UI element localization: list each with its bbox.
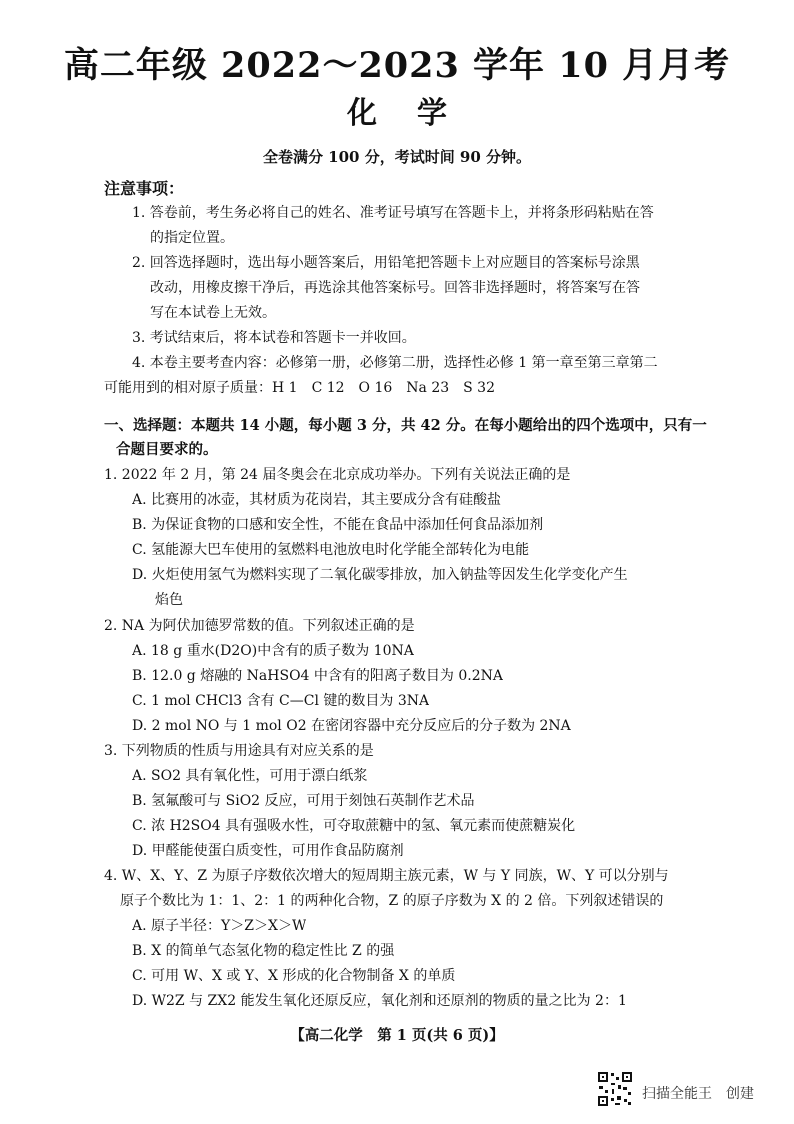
- question-1-option-a: A. 比赛用的冰壶，其材质为花岗岩，其主要成分含有硅酸盐: [132, 492, 502, 508]
- subject-title: 化学: [347, 96, 487, 131]
- question-4-stem-cont: 原子个数比为 1：1、2：1 的两种化合物，Z 的原子序数为 X 的 2 倍。下列叙述错误的: [120, 893, 664, 909]
- notice-line: 的指定位置。: [150, 230, 234, 246]
- question-2-option-d: D. 2 mol NO 与 1 mol O2 在密闭容器中充分反应后的分子数为 2NA: [132, 718, 571, 734]
- question-1-option-c: C. 氢能源大巴车使用的氢燃料电池放电时化学能全部转化为电能: [132, 542, 530, 558]
- atomic-mass-line: 可能用到的相对原子质量：H 1 C 12 O 16 Na 23 S 32: [104, 380, 496, 396]
- question-1-option-d-cont: 焰色: [155, 592, 183, 608]
- question-3-stem: 3. 下列物质的性质与用途具有对应关系的是: [104, 743, 374, 759]
- question-1-stem: 1. 2022 年 2 月，第 24 届冬奥会在北京成功举办。下列有关说法正确的是: [104, 467, 571, 483]
- question-4-option-d: D. W2Z 与 ZX2 能发生氧化还原反应，氧化剂和还原剂的物质的量之比为 2：1: [132, 993, 627, 1009]
- question-4-option-a: A. 原子半径：Y＞Z＞X＞W: [132, 918, 307, 934]
- question-1-option-b: B. 为保证食物的口感和安全性，不能在食品中添加任何食品添加剂: [132, 517, 544, 533]
- question-4-option-b: B. X 的简单气态氢化物的稳定性比 Z 的强: [132, 943, 395, 959]
- notice-line: 改动，用橡皮擦干净后，再选涂其他答案标号。回答非选择题时，将答案写在答: [150, 280, 640, 296]
- question-2-option-c: C. 1 mol CHCl3 含有 C—Cl 键的数目为 3NA: [132, 693, 430, 709]
- exam-title: 高二年级 2022～2023 学年 10 月月考: [63, 45, 731, 86]
- notice-line: 4. 本卷主要考查内容：必修第一册，必修第二册，选择性必修 1 第一章至第三章第二: [132, 355, 658, 371]
- question-3-option-a: A. SO2 具有氧化性，可用于漂白纸浆: [132, 768, 368, 784]
- scanner-watermark: 扫描全能王 创建: [642, 1086, 754, 1102]
- score-info: 全卷满分 100 分，考试时间 90 分钟。: [262, 148, 532, 166]
- notice-line: 3. 考试结束后，将本试卷和答题卡一并收回。: [132, 330, 416, 346]
- question-4-stem: 4. W、X、Y、Z 为原子序数依次增大的短周期主族元素，W 与 Y 同族，W、Y 可以分别与: [104, 868, 669, 884]
- question-1-option-d: D. 火炬使用氢气为燃料实现了二氧化碳零排放，加入钠盐等因发生化学变化产生: [132, 567, 628, 583]
- notice-line: 1. 答卷前，考生务必将自己的姓名、准考证号填写在答题卡上，并将条形码粘贴在答: [132, 205, 654, 221]
- question-3-option-c: C. 浓 H2SO4 具有强吸水性，可夺取蔗糖中的氢、氧元素而使蔗糖炭化: [132, 818, 576, 834]
- page-footer: 【高二化学 第 1 页(共 6 页)】: [290, 1027, 504, 1044]
- qr-code-icon: [597, 1071, 633, 1107]
- section-heading: 一、选择题：本题共 14 小题，每小题 3 分，共 42 分。在每小题给出的四个选项中，只有一: [104, 417, 707, 434]
- question-4-option-c: C. 可用 W、X 或 Y、X 形成的化合物制备 X 的单质: [132, 968, 456, 984]
- question-2-option-b: B. 12.0 g 熔融的 NaHSO4 中含有的阳离子数目为 0.2NA: [132, 668, 503, 684]
- notice-heading: 注意事项：: [104, 179, 185, 198]
- question-2-stem: 2. NA 为阿伏加德罗常数的值。下列叙述正确的是: [104, 618, 415, 634]
- question-3-option-d: D. 甲醛能使蛋白质变性，可用作食品防腐剂: [132, 843, 404, 859]
- notice-line: 写在本试卷上无效。: [150, 305, 276, 321]
- question-2-option-a: A. 18 g 重水(D2O)中含有的质子数为 10NA: [132, 643, 414, 659]
- notice-line: 2. 回答选择题时，选出每小题答案后，用铅笔把答题卡上对应题目的答案标号涂黑: [132, 255, 640, 271]
- section-heading-cont: 合题目要求的。: [116, 441, 218, 458]
- question-3-option-b: B. 氢氟酸可与 SiO2 反应，可用于刻蚀石英制作艺术品: [132, 793, 475, 809]
